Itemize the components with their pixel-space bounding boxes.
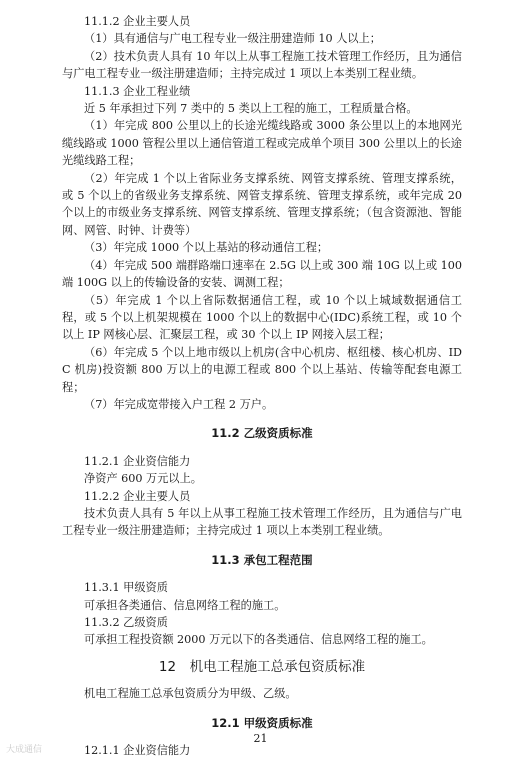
section-heading: 11.2 乙级资质标准 xyxy=(211,426,313,441)
page-number: 21 xyxy=(253,732,268,745)
subsection-heading: 11.2.2 企业主要人员 xyxy=(84,489,191,503)
paragraph: 近 5 年承担过下列 7 类中的 5 类以上工程的施工，工程质量合格。 xyxy=(84,102,418,116)
subsection-heading: 11.3.1 甲级资质 xyxy=(84,581,168,595)
subsection-heading: 11.3.2 乙级资质 xyxy=(84,616,168,629)
paragraph: 可承担各类通信、信息网络工程的施工。 xyxy=(84,598,286,612)
list-item: （6）年完成 5 个以上地市级以上机房(含中心机房、枢纽楼、核心机房、IDC 机房)投资额 800 万以上的电源工程或 800 个以上基站、传输等配套电源工程； xyxy=(62,345,462,394)
paragraph: 可承担工程投资额 2000 万元以下的各类通信、信息网络工程的施工。 xyxy=(84,633,433,647)
list-item: （2）年完成 1 个以上省际业务支撑系统、网管支撑系统、管理支撑系统，或 5 个以上的省级业务支撑系统、网管支撑系统、管理支撑系统，或年完成 20 个以上的市级业务支撑系统、网管支撑系统、管理支撑系统；（包含资源池、智能网、网管、时钟、计费等） xyxy=(62,171,462,237)
list-item: （7）年完成宽带接入户工程 2 万户。 xyxy=(84,397,274,411)
chapter-heading: 12 机电工程施工总承包资质标准 xyxy=(158,658,366,675)
paragraph: 技术负责人具有 5 年以上从事工程施工技术管理工作经历，且为通信与广电工程专业一级注册建造师；主持完成过 1 项以上本类别工程业绩。 xyxy=(62,506,462,538)
list-item: （1）年完成 800 公里以上的长途光缆线路或 3000 条公里以上的本地网光缆线路或 1000 管程公里以上通信管道工程或完成单个项目 300 公里以上的长途光缆线路工程； xyxy=(62,119,462,168)
list-item: （5）年完成 1 个以上省际数据通信工程，或 10 个以上城域数据通信工程，或 5 个以上机架规模在 1000 个以上的数据中心(IDC)系统工程，或 10 个以上 IP 网核心层、汇聚层工程，或 30 个以上 IP 网接入层工程； xyxy=(62,293,462,342)
paragraph: 机电工程施工总承包资质分为甲级、乙级。 xyxy=(84,687,297,701)
list-item: （4）年完成 500 端群路端口速率在 2.5G 以上或 300 端 10G 以上或 100 端 100G 以上的传输设备的安装、调测工程； xyxy=(62,258,462,290)
section-heading: 12.1 甲级资质标准 xyxy=(211,715,313,730)
subsection-heading: 12.1.1 企业资信能力 xyxy=(84,744,191,758)
paragraph: 净资产 600 万元以上。 xyxy=(84,472,202,486)
subsection-heading: 11.2.1 企业资信能力 xyxy=(84,454,191,468)
subsection-heading: 11.1.2 企业主要人员 xyxy=(84,15,191,28)
section-heading: 11.3 承包工程范围 xyxy=(211,552,313,567)
document-body xyxy=(62,13,462,759)
paragraph: （2）技术负责人具有 10 年以上从事工程施工技术管理工作经历，且为通信与广电工程专业一级注册建造师；主持完成过 1 项以上本类别工程业绩。 xyxy=(62,49,462,81)
watermark: 大成通信 xyxy=(6,745,43,755)
subsection-heading: 11.1.3 企业工程业绩 xyxy=(84,84,191,98)
paragraph: （1）具有通信与广电工程专业一级注册建造师 10 人以上； xyxy=(84,32,381,46)
list-item: （3）年完成 1000 个以上基站的移动通信工程； xyxy=(84,241,329,255)
